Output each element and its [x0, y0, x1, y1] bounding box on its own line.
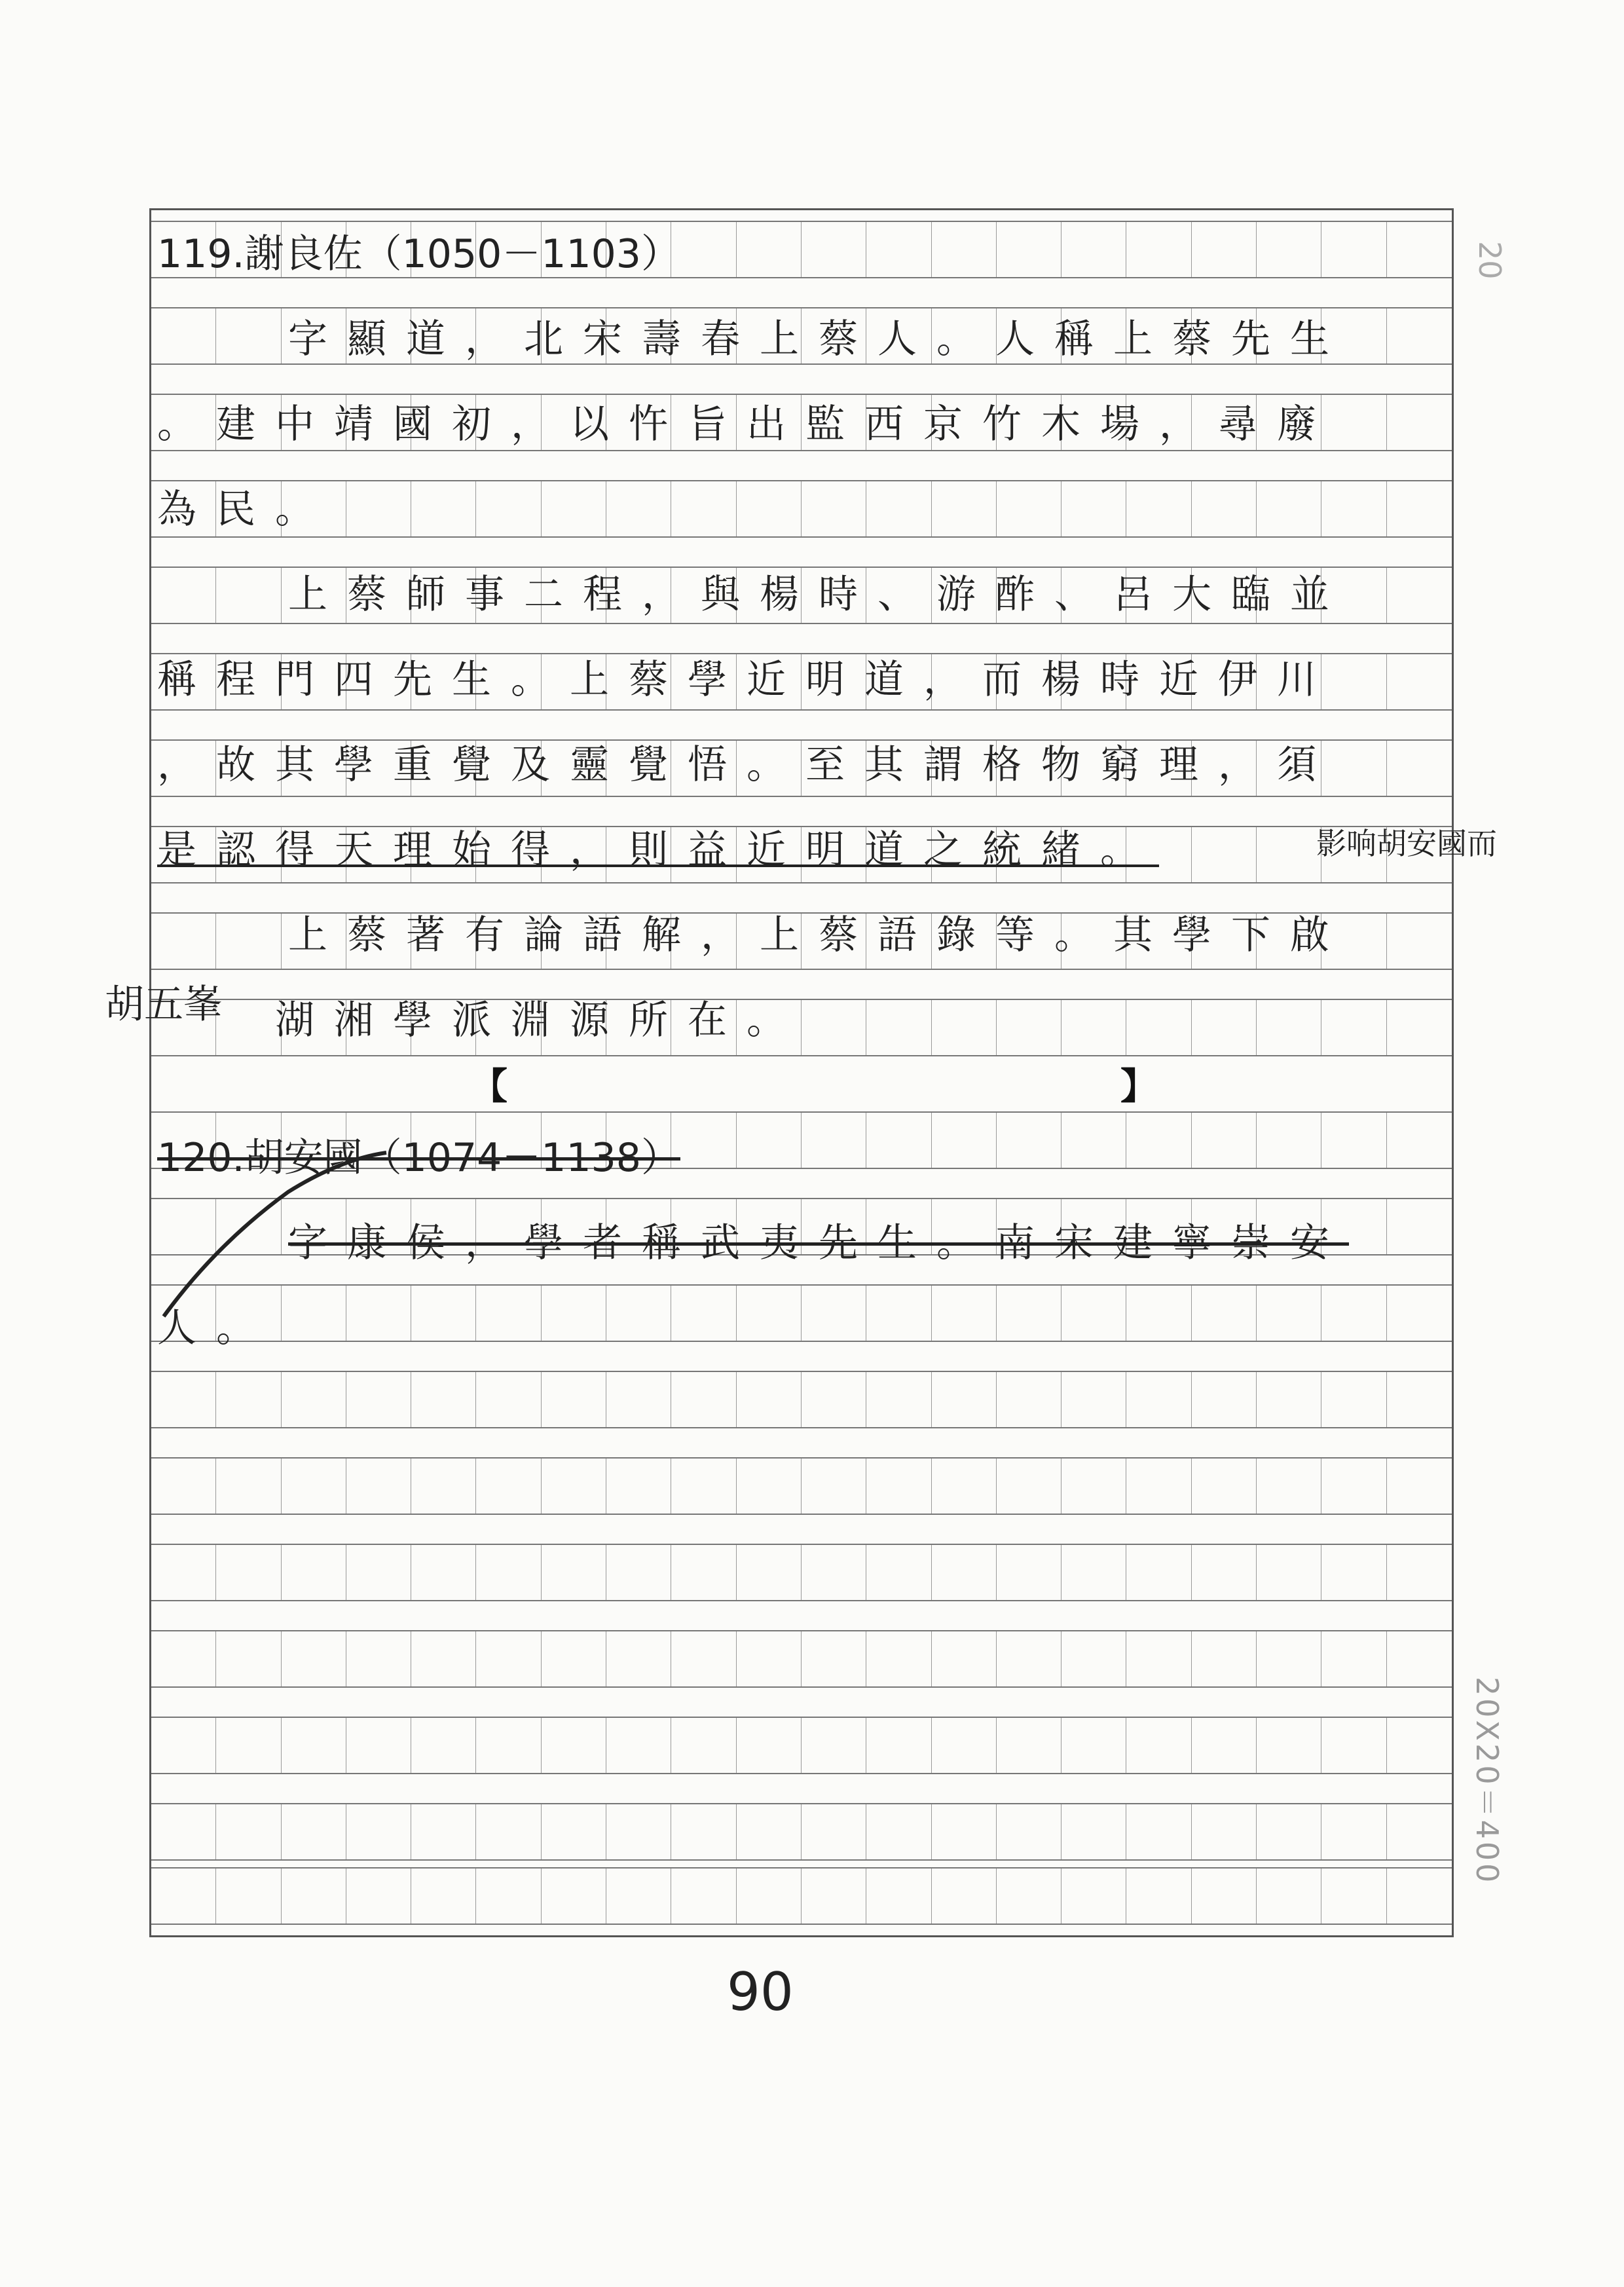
band-bracket-right: 】 [1120, 1065, 1157, 1108]
paper-format-code: 20X20＝400 [1469, 1677, 1505, 1886]
entry-119-line: 是認得天理始得，則益近明道之統緒。 [157, 827, 1159, 873]
entry-119-line: 字顯道，北宋壽春上蔡人。人稱上蔡先生 [288, 316, 1349, 362]
entry-119-line: 稱程門四先生。上蔡學近明道，而楊時近伊川 [157, 657, 1336, 703]
entry-119-line: 。建中靖國初，以忤旨出監西京竹木場，尋廢 [157, 401, 1336, 447]
entry-119-line: ，故其學重覺及靈覺悟。至其謂格物窮理，須 [157, 742, 1336, 788]
margin-note: 胡五峯 [105, 982, 223, 1028]
entry-119-line: 湖湘學派淵源所在。 [275, 997, 805, 1043]
entry-119-heading: 119.謝良佐（1050－1103） [157, 231, 680, 277]
corner-mark: 20 [1472, 241, 1507, 280]
page-number: 90 [727, 1962, 794, 2022]
entry-119-line: 上蔡著有論語解，上蔡語錄等。其學下啟 [288, 912, 1349, 958]
entry-119-line: 上蔡師事二程，與楊時、游酢、呂大臨並 [288, 572, 1349, 618]
entry-119-line: 為民。 [157, 487, 334, 532]
entry-120-heading: 120.胡安國（1074－1138） [157, 1135, 680, 1181]
band-bracket-left: 【 [471, 1065, 507, 1108]
entry-120-line: 人。 [157, 1305, 275, 1351]
insertion-note: 影响胡安國而 [1316, 826, 1497, 861]
entry-120-line: 字康侯，學者稱武夷先生。南宋建寧崇安 [288, 1220, 1349, 1266]
